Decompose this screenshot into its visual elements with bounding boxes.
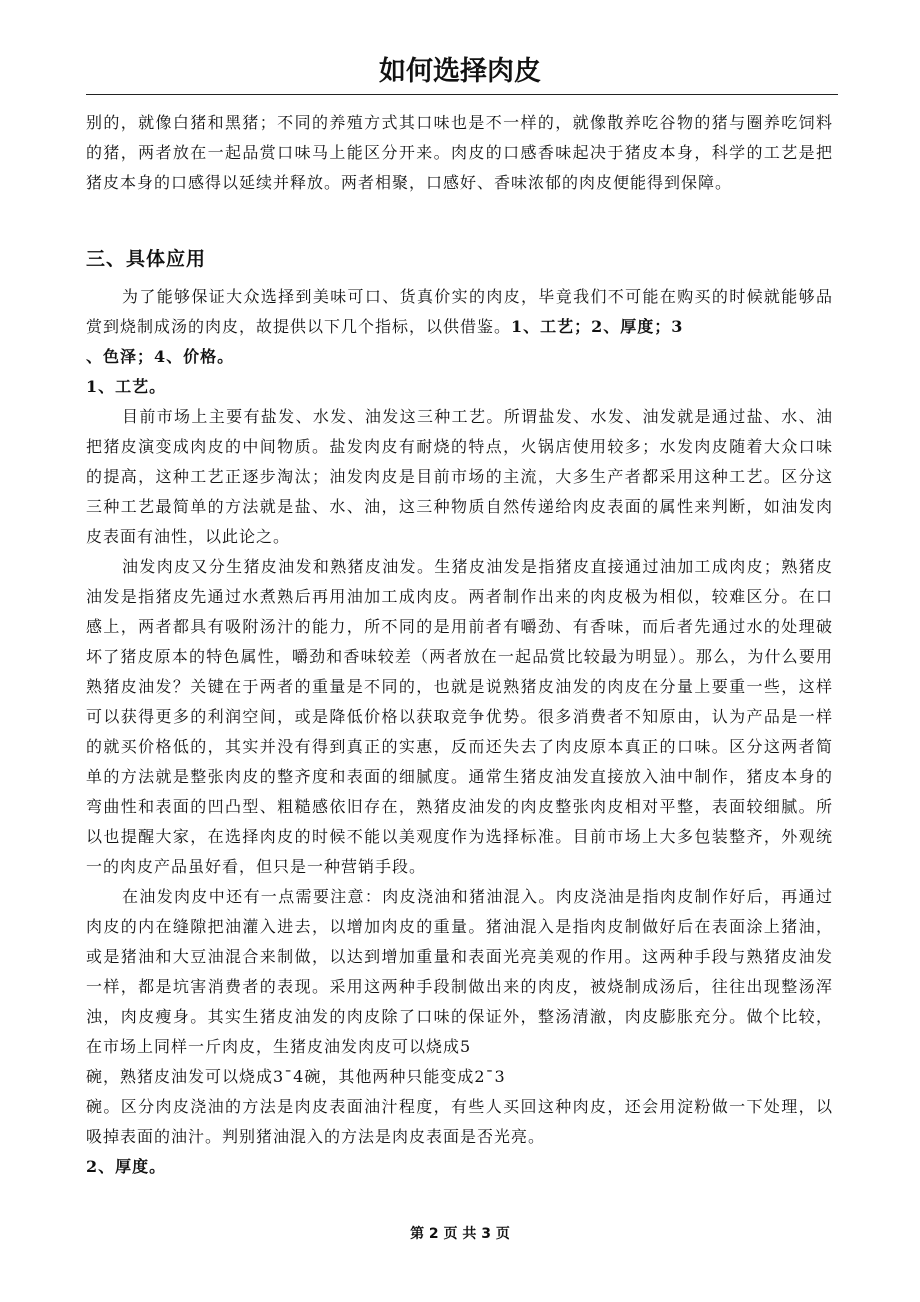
- section-heading-applications: 三、具体应用: [86, 248, 207, 270]
- subheading-thickness: 2、厚度。: [86, 1157, 167, 1176]
- craft-paragraph-3: [86, 882, 833, 1152]
- applications-indicators-text: 1、工艺；2、厚度；3: [511, 317, 684, 336]
- applications-paragraph: [86, 282, 833, 342]
- section-spacer: [86, 198, 833, 244]
- document-body: [86, 108, 833, 1182]
- craft-paragraph-2: 油发肉皮又分生猪皮油发和熟猪皮油发。生猪皮油发是指猪皮直接通过油加工成肉皮；熟猪皮油发是指猪皮先通过水煮熟后再用油加工成肉皮。两者制作出来的肉皮极为相似，较难区分。在口感上，两者都具有吸附汤汁的能力，所不同的是用前者有嚼劲、有香味，而后者先通过水的处理破坏了猪皮原本的特色属性，嚼劲和香味较差（两者放在一起品赏比较最为明显）。那么，为什么要用熟猪皮油发？关键在于两者的重量是不同的，也就是说熟猪皮油发的肉皮在分量上要重一些，这样可以获得更多的利润空间，或是降低价格以获取竞争优势。很多消费者不知原由，认为产品是一样的就买价格低的，其实并没有得到真正的实惠，反而还失去了肉皮原本真正的口味。区分这两者简单的方法就是整张肉皮的整齐度和表面的细腻度。通常生猪皮油发直接放入油中制作，猪皮本身的弯曲性和表面的凹凸型、粗糙感依旧存在，熟猪皮油发的肉皮整张肉皮相对平整，表面较细腻。所以也提醒大家，在选择肉皮的时候不能以美观度作为选择标准。目前市场上大多包装整齐，外观统一的肉皮产品虽好看，但只是一种营销手段。: [86, 557, 833, 876]
- subheading-craft: 1、工艺。: [86, 377, 167, 396]
- intro-paragraph: 别的，就像白猪和黑猪；不同的养殖方式其口味也是不一样的，就像散养吃谷物的猪与圈养吃饲料的猪，两者放在一起品赏口味马上能区分开来。肉皮的口感香味起决于猪皮本身，科学的工艺是把猪皮本身的口感得以延续并释放。两者相聚，口感好、香味浓郁的肉皮便能得到保障。: [86, 113, 833, 192]
- applications-indicators-continued: 、色泽；4、价格。: [86, 347, 235, 366]
- page-header-title: 如何选择肉皮: [379, 56, 541, 87]
- page-footer: 第 2 页 共 3 页: [410, 1226, 510, 1242]
- craft-paragraph-1: 目前市场上主要有盐发、水发、油发这三种工艺。所谓盐发、水发、油发就是通过盐、水、油把猪皮演变成肉皮的中间物质。盐发肉皮有耐烧的特点，火锅店使用较多；水发肉皮随着大众口味的提高，这种工艺正逐步淘汰；油发肉皮是目前市场的主流，大多生产者都采用这种工艺。区分这三种工艺最简单的方法就是盐、水、油，这三种物质自然传递给肉皮表面的属性来判断，如油发肉皮表面有油性，以此论之。: [86, 407, 833, 546]
- header-divider: [86, 94, 838, 95]
- applications-intro-text: 为了能够保证大众选择到美味可口、货真价实的肉皮，毕竟我们不可能在购买的时候就能够品赏到烧制成汤的肉皮，故提供以下几个指标，以供借鉴。: [86, 287, 833, 336]
- craft-paragraph-3-part-a: 在油发肉皮中还有一点需要注意：肉皮浇油和猪油混入。肉皮浇油是指肉皮制作好后，再通过肉皮的内在缝隙把油灌入进去，以增加肉皮的重量。猪油混入是指肉皮制做好后在表面涂上猪油，或是猪油和大豆油混合来制做，以达到增加重量和表面光亮美观的作用。这两种手段与熟猪皮油发一样，都是坑害消费者的表现。采用这两种手段制做出来的肉皮，被烧制成汤后，往往出现整汤浑浊，肉皮瘦身。其实生猪皮油发的肉皮除了口味的保证外，整汤清澈，肉皮膨胀充分。做个比较，在市场上同样一斤肉皮，生猪皮油发肉皮可以烧成5: [86, 887, 833, 1056]
- craft-paragraph-3-part-b: 碗，熟猪皮油发可以烧成3¯4碗，其他两种只能变成2¯3: [86, 1067, 506, 1086]
- craft-paragraph-3-part-c: 碗。区分肉皮浇油的方法是肉皮表面油汁程度，有些人买回这种肉皮，还会用淀粉做一下处理，以吸掉表面的油汁。判别猪油混入的方法是肉皮表面是否光亮。: [86, 1097, 833, 1146]
